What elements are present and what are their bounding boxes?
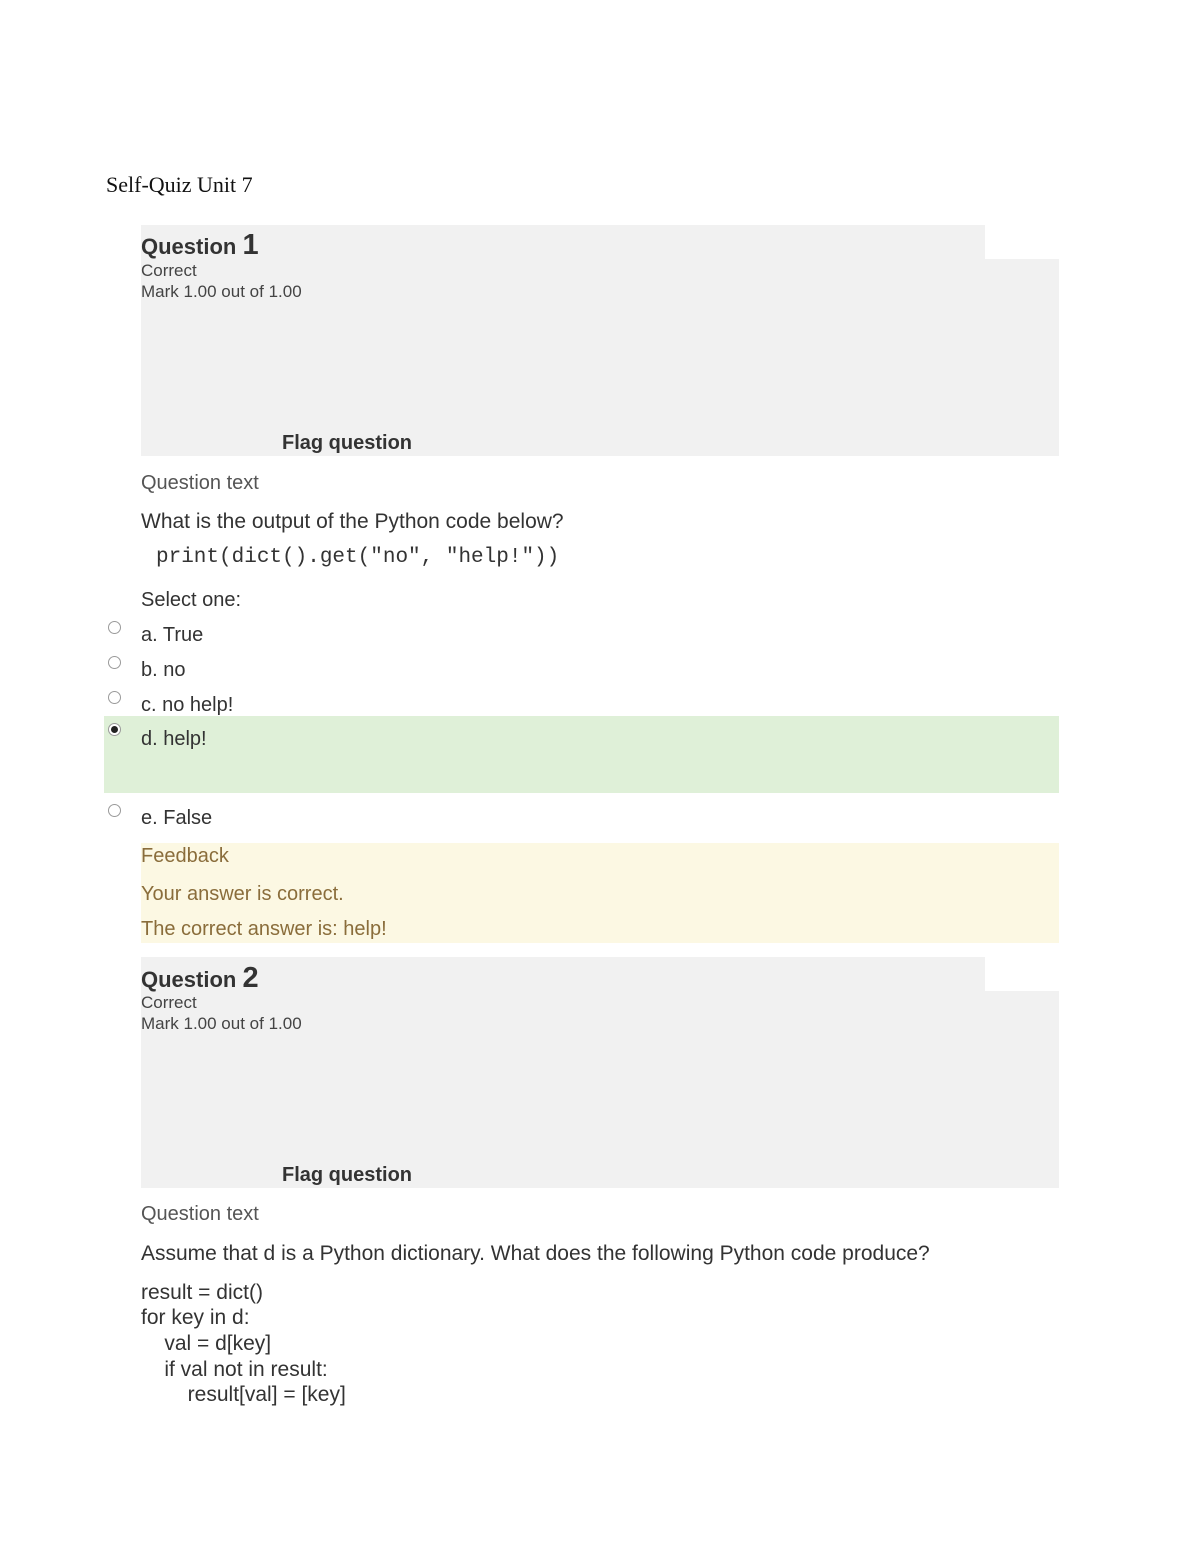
code-line: for key in d: [141, 1306, 250, 1329]
code-line: result[val] = [key] [141, 1383, 346, 1406]
question-grade: Mark 1.00 out of 1.00 [141, 1014, 302, 1033]
flag-question-link[interactable]: Flag question [282, 1164, 412, 1186]
select-one-prompt: Select one: [141, 589, 242, 611]
question-text-label: Question text [141, 1203, 259, 1225]
feedback-result: Your answer is correct. [141, 883, 344, 905]
answer-label: a. True [141, 624, 204, 646]
radio-button-icon[interactable] [108, 804, 121, 817]
answer-option-b[interactable] [104, 653, 1059, 687]
answer-option-e[interactable] [104, 801, 1059, 835]
question-text: Assume that d is a Python dictionary. What does the following Python code produce? [141, 1242, 930, 1265]
code-line: result = dict() [141, 1281, 263, 1304]
answer-label: e. False [141, 807, 213, 829]
question-text: What is the output of the Python code below? [141, 510, 564, 533]
feedback-correct-answer: The correct answer is: help! [141, 918, 387, 940]
answer-option-a[interactable] [104, 618, 1059, 652]
feedback-panel [141, 843, 1059, 943]
radio-button-selected-icon[interactable] [108, 723, 121, 736]
radio-button-icon[interactable] [108, 621, 121, 634]
answer-option-d[interactable] [104, 716, 1059, 793]
question-heading [141, 229, 259, 262]
question-heading-word: Question [141, 967, 237, 992]
question-heading [141, 962, 259, 995]
code-line: if val not in result: [141, 1358, 328, 1381]
question-number: 2 [242, 962, 259, 994]
question-text-label: Question text [141, 472, 259, 494]
answer-label: b. no [141, 659, 186, 681]
answer-label: c. no help! [141, 694, 234, 716]
question-code: print(dict().get("no", "help!")) [156, 546, 560, 569]
question-grade: Mark 1.00 out of 1.00 [141, 282, 302, 301]
question-heading-word: Question [141, 234, 237, 259]
question-state: Correct [141, 993, 197, 1012]
flag-question-link[interactable]: Flag question [282, 432, 412, 454]
radio-button-icon[interactable] [108, 691, 121, 704]
document-title: Self-Quiz Unit 7 [106, 172, 253, 197]
code-line: val = d[key] [141, 1332, 272, 1355]
feedback-title: Feedback [141, 845, 229, 867]
radio-button-icon[interactable] [108, 656, 121, 669]
answer-label: d. help! [141, 728, 207, 750]
question-state: Correct [141, 261, 197, 280]
question-number: 1 [242, 229, 259, 261]
